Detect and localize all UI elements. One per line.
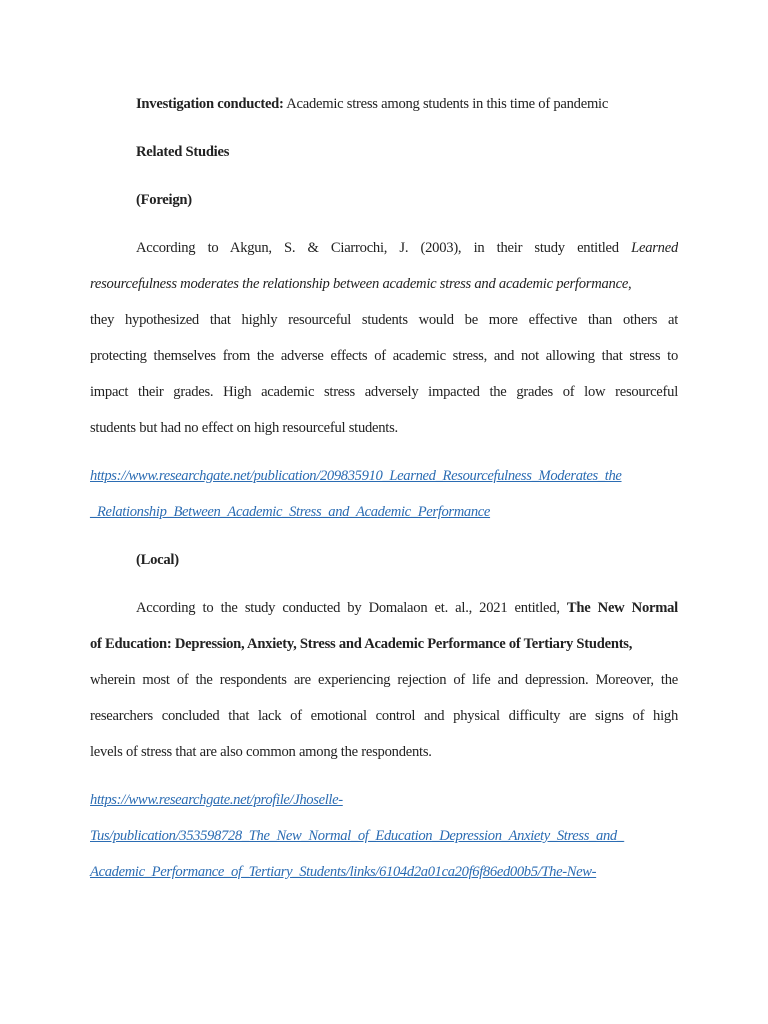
foreign-source-link-line-1[interactable]: https://www.researchgate.net/publication/209835910_Learned_Resourcefulness_Moderates_the (90, 468, 622, 484)
investigation-value: Academic stress among students in this time of pandemic (283, 96, 609, 112)
foreign-line-2-comma: , (628, 276, 632, 292)
local-source-link-line-1[interactable]: https://www.researchgate.net/profile/Jhoselle- (90, 792, 343, 808)
local-paragraph-line-1 (136, 598, 678, 618)
local-paragraph-line-3: wherein most of the respondents are experiencing rejection of life and depression. Moreover, the (90, 672, 678, 688)
foreign-source-link-line-2[interactable]: _Relationship_Between_Academic_Stress_and_Academic_Performance (90, 504, 491, 520)
local-paragraph-line-4: researchers concluded that lack of emotional control and physical difficulty are signs of high (90, 708, 678, 724)
foreign-paragraph-line-1 (136, 238, 678, 258)
local-heading: (Local) (136, 552, 179, 568)
foreign-paragraph-line-4: protecting themselves from the adverse effects of academic stress, and not allowing that stress to (90, 348, 678, 364)
foreign-study-title-part-2: resourcefulness moderates the relationship between academic stress and academic performance (90, 276, 629, 292)
foreign-heading: (Foreign) (136, 192, 192, 208)
local-study-title-part-1: The New Normal (566, 600, 678, 616)
local-paragraph-line-5: levels of stress that are also common among the respondents. (90, 744, 432, 760)
foreign-line-1-text: According to Akgun, S. & Ciarrochi, J. (2003), in their study entitled (136, 240, 632, 256)
local-source-link-line-2[interactable]: Tus/publication/353598728_The_New_Normal_of_Education_Depression_Anxiety_Stress_and_ (90, 828, 624, 844)
investigation-label: Investigation conducted: (136, 96, 284, 112)
investigation-line (136, 94, 724, 114)
local-line-1-text: According to the study conducted by Domalaon et. al., 2021 entitled, (136, 600, 567, 616)
local-study-title-part-2: of Education: Depression, Anxiety, Stress and Academic Performance of Tertiary Students, (90, 636, 633, 652)
local-source-link-line-3[interactable]: Academic_Performance_of_Tertiary_Students/links/6104d2a01ca20f6f86ed00b5/The-New- (90, 864, 597, 880)
foreign-paragraph-line-5: impact their grades. High academic stress adversely impacted the grades of low resourceful (90, 384, 678, 400)
related-studies-heading: Related Studies (136, 144, 230, 160)
foreign-paragraph-line-6: students but had no effect on high resourceful students. (90, 420, 398, 436)
foreign-paragraph-line-3: they hypothesized that highly resourceful students would be more effective than others at (90, 312, 678, 328)
foreign-paragraph-line-2 (90, 274, 678, 294)
foreign-study-title-part-1: Learned (631, 240, 678, 256)
